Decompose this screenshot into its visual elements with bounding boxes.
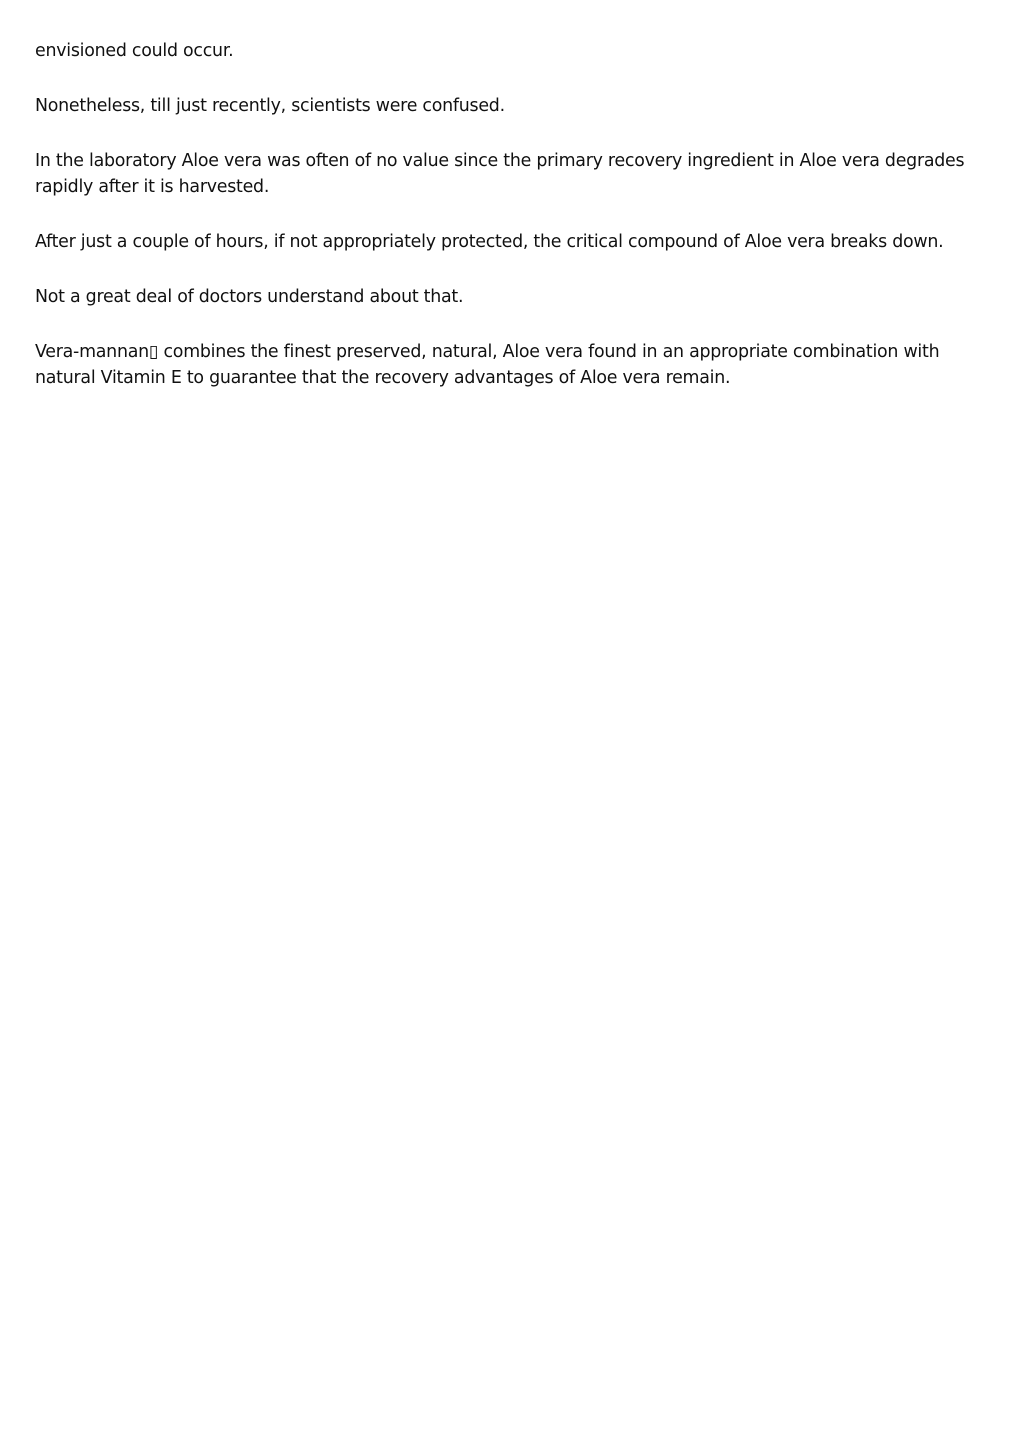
document-body bbox=[35, 38, 995, 420]
paragraph-3: In the laboratory Aloe vera was often of no value since the primary recovery ingredient in Aloe vera degrades rapidly after it is harvested. bbox=[35, 151, 965, 197]
paragraph-5: Not a great deal of doctors understand about that. bbox=[35, 287, 464, 307]
paragraph-2: Nonetheless, till just recently, scientists were confused. bbox=[35, 96, 505, 116]
paragraph-4: After just a couple of hours, if not appropriately protected, the critical compound of Aloe vera breaks down. bbox=[35, 232, 944, 252]
paragraph-1: envisioned could occur. bbox=[35, 41, 234, 61]
paragraph-6: Vera-mannan▯ combines the finest preserved, natural, Aloe vera found in an appropriate combination with natural Vitamin E to guarantee that the recovery advantages of Aloe vera remain. bbox=[35, 342, 940, 388]
